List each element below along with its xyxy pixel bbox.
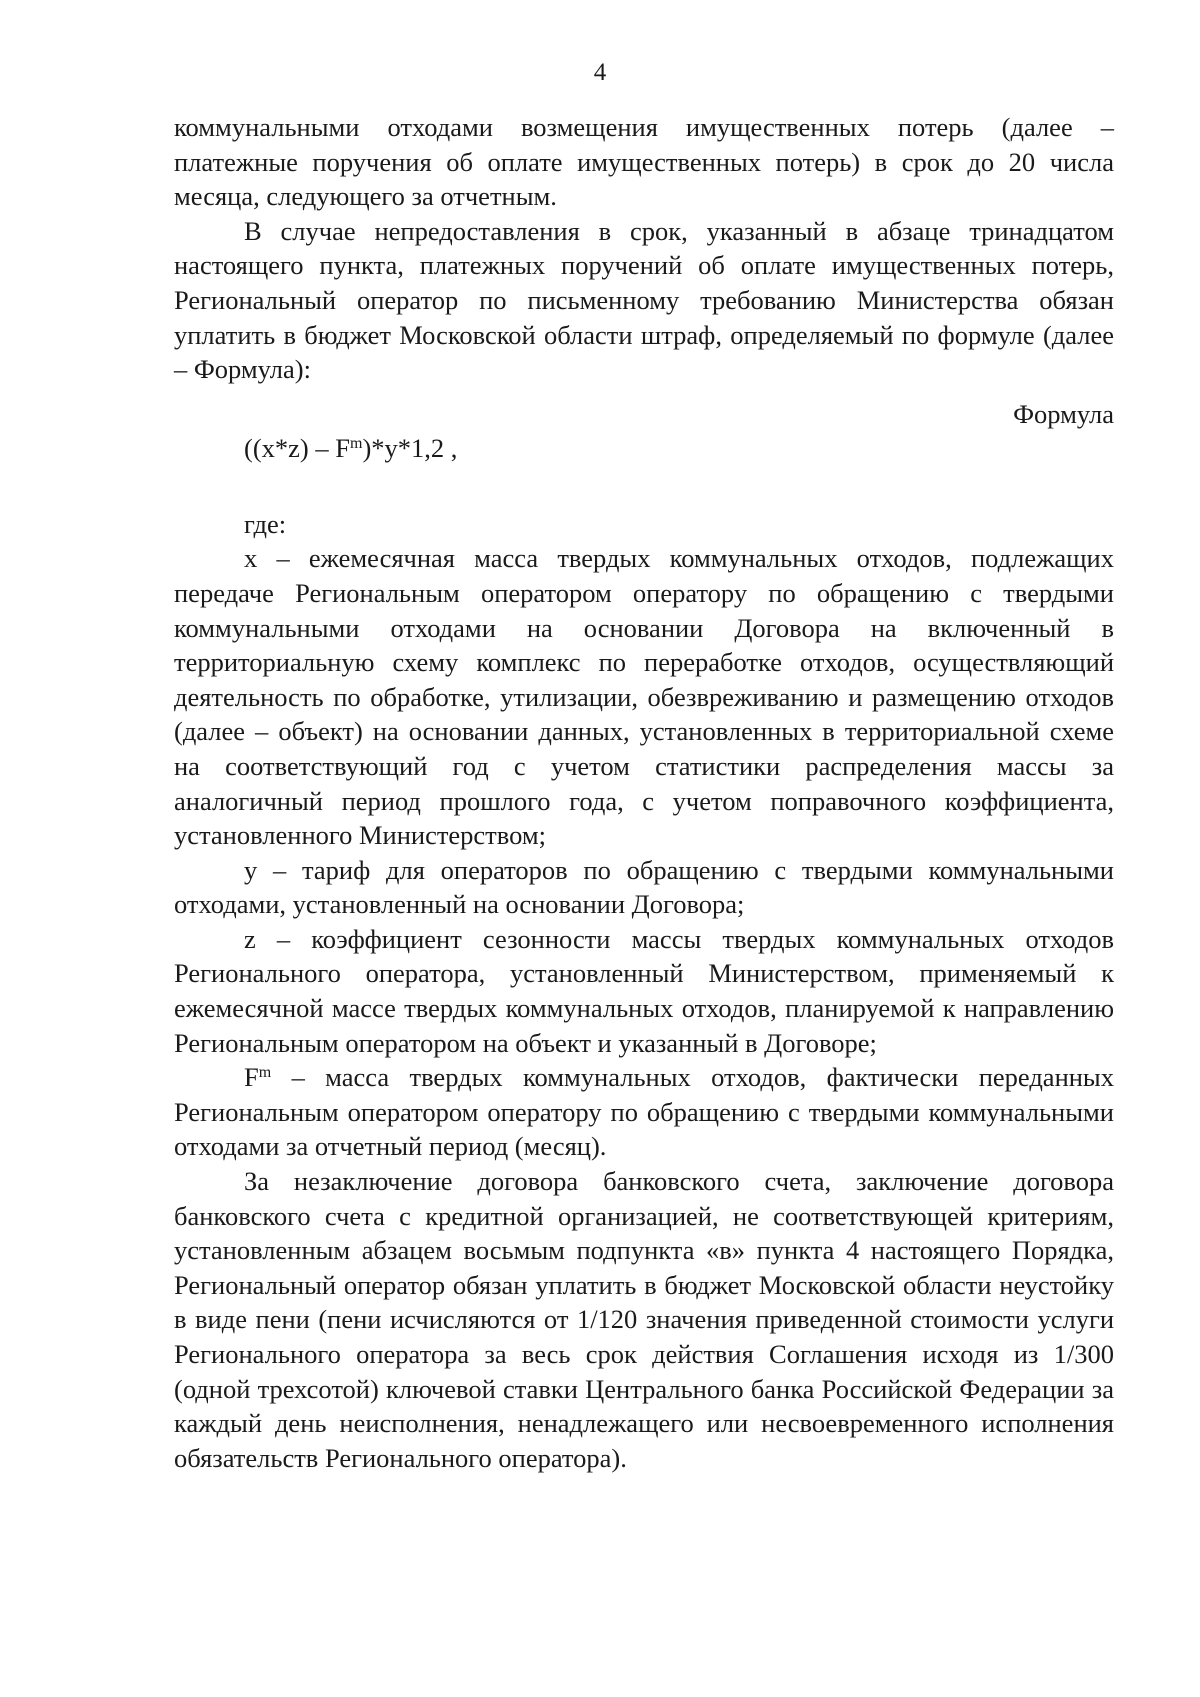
where-label: где: (244, 508, 287, 539)
definition-x: x – ежемесячная масса твердых коммунальных отходов, подлежащих передаче Региональным оператором оператору по обращению с твердыми коммунальными отходами на основании Договора на включенный в территориальную схему комплекс по переработке отходов, осуществляющий деятельность по обработке, утилизации, обезвреживанию и размещению отходов (далее – объект) на основании данных, установленных в территориальной схеме на соответствующий год с учетом статистики распределения массы за аналогичный период прошлого года, с учетом поправочного коэффициента, установленного Министерством; (174, 543, 1114, 851)
formula-part-after: )*y*1,2 , (362, 432, 458, 463)
formula-label: Формула (1013, 398, 1114, 429)
definition-f-symbol: F (244, 1062, 259, 1093)
definition-f (174, 1060, 1114, 1164)
document-body (174, 110, 1114, 1475)
page-number: 4 (593, 59, 607, 86)
paragraph-bank-account-penalty: За незаключение договора банковского счета, заключение договора банковского счета с кредитной организацией, не соответствующей критериям, установленным абзацем восьмым подпункта «в» пункта 4 настоящего Порядка, Региональный оператор обязан уплатить в бюджет Московской области неустойку в виде пени (пени исчисляются от 1/120 значения приведенной стоимости услуги Регионального оператора за весь срок действия Соглашения исходя из 1/300 (одной трехсотой) ключевой ставки Центрального банка Российской Федерации за каждый день неисполнения, ненадлежащего или несвоевременного исполнения обязательств Регионального оператора). (174, 1166, 1114, 1473)
definition-y: y – тариф для операторов по обращению с твердыми коммунальными отходами, установленный на основании Договора; (174, 854, 1114, 920)
definition-z: z – коэффициент сезонности массы твердых коммунальных отходов Регионального оператора, установленный Министерством, применяемый к ежемесячной массе твердых коммунальных отходов, планируемой к направлению Региональным оператором на объект и указанный в Договоре; (174, 923, 1114, 1058)
paragraph-penalty-fine: В случае непредоставления в срок, указанный в абзаце тринадцатом настоящего пункта, платежных поручений об оплате имущественных потерь, Региональный оператор по письменному требованию Министерства обязан уплатить в бюджет Московской области штраф, определяемый по формуле (далее – Формула): (174, 215, 1114, 385)
formula-superscript: m (349, 434, 363, 452)
paragraph-payment-deadline: коммунальными отходами возмещения имущественных потерь (далее – платежные поручения об оплате имущественных потерь) в срок до 20 числа месяца, следующего за отчетным. (174, 112, 1114, 212)
definition-f-superscript: m (258, 1064, 272, 1082)
formula-part-before: ((x*z) – F (244, 432, 350, 463)
formula-expression (174, 431, 1114, 465)
definition-f-text: – масса твердых коммунальных отходов, фактически переданных Региональным оператором оператору по обращению с твердыми коммунальными отходами за отчетный период (месяц). (174, 1062, 1114, 1162)
